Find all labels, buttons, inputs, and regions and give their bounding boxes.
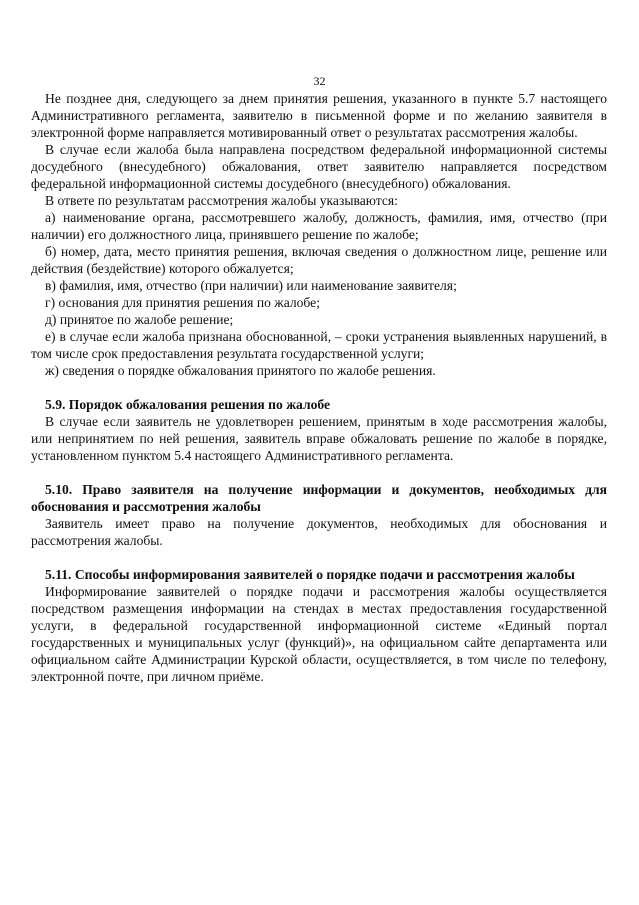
list-item-d: д) принятое по жалобе решение;	[45, 312, 234, 327]
paragraph-federal-system: В случае если жалоба была направлена посредством федеральной информационной системы досудебного (внесудебного) обжалования, ответ заявителю направляется посредством федеральной информационной системы досудебного (внесудебного) обжалования.	[31, 142, 607, 191]
section-5-11-heading: 5.11. Способы информирования заявителей о порядке подачи и рассмотрения жалобы	[45, 567, 575, 582]
list-item-zh: ж) сведения о порядке обжалования принятого по жалобе решения.	[45, 363, 436, 378]
list-item-a: а) наименование органа, рассмотревшего жалобу, должность, фамилия, имя, отчество (при наличии) его должностного лица, принявшего решение по жалобе;	[31, 210, 607, 242]
list-item-e: е) в случае если жалоба признана обоснованной, – сроки устранения выявленных нарушений, в том числе срок предоставления результата государственной услуги;	[31, 329, 607, 361]
paragraph-response-deadline: Не позднее дня, следующего за днем принятия решения, указанного в пункте 5.7 настоящего Административного регламента, заявителю в письменной форме и по желанию заявителя в электронной форме направляется мотивированный ответ о результатах рассмотрения жалобы.	[31, 91, 607, 140]
document-body	[31, 90, 607, 685]
paragraph-response-contents: В ответе по результатам рассмотрения жалобы указываются:	[45, 193, 398, 208]
section-spacer	[31, 379, 607, 396]
section-5-9-text: В случае если заявитель не удовлетворен решением, принятым в ходе рассмотрения жалобы, или непринятием по ней решения, заявитель вправе обжаловать решение по жалобе в порядке, установленном пунктом 5.4 настоящего Административного регламента.	[31, 414, 607, 463]
section-5-11-text: Информирование заявителей о порядке подачи и рассмотрения жалобы осуществляется посредством размещения информации на стендах в местах предоставления государственной услуги, в федеральной государственной информационной системе «Единый портал государственных и муниципальных услуг (функций)», на официальном сайте департамента или официальном сайте Администрации Курской области, осуществляется, в том числе по телефону, электронной почте, при личном приёме.	[31, 584, 607, 684]
page-number: 32	[313, 74, 326, 88]
list-item-g: г) основания для принятия решения по жалобе;	[45, 295, 320, 310]
section-spacer	[31, 464, 607, 481]
section-5-9-heading: 5.9. Порядок обжалования решения по жалобе	[45, 397, 331, 412]
section-spacer	[31, 549, 607, 566]
list-item-b: б) номер, дата, место принятия решения, включая сведения о должностном лице, решение или действия (бездействие) которого обжалуется;	[31, 244, 607, 276]
section-5-10-text: Заявитель имеет право на получение документов, необходимых для обоснования и рассмотрения жалобы.	[31, 516, 607, 548]
section-5-10-heading: 5.10. Право заявителя на получение информации и документов, необходимых для обоснования и рассмотрения жалобы	[31, 482, 607, 514]
list-item-v: в) фамилия, имя, отчество (при наличии) или наименование заявителя;	[45, 278, 457, 293]
